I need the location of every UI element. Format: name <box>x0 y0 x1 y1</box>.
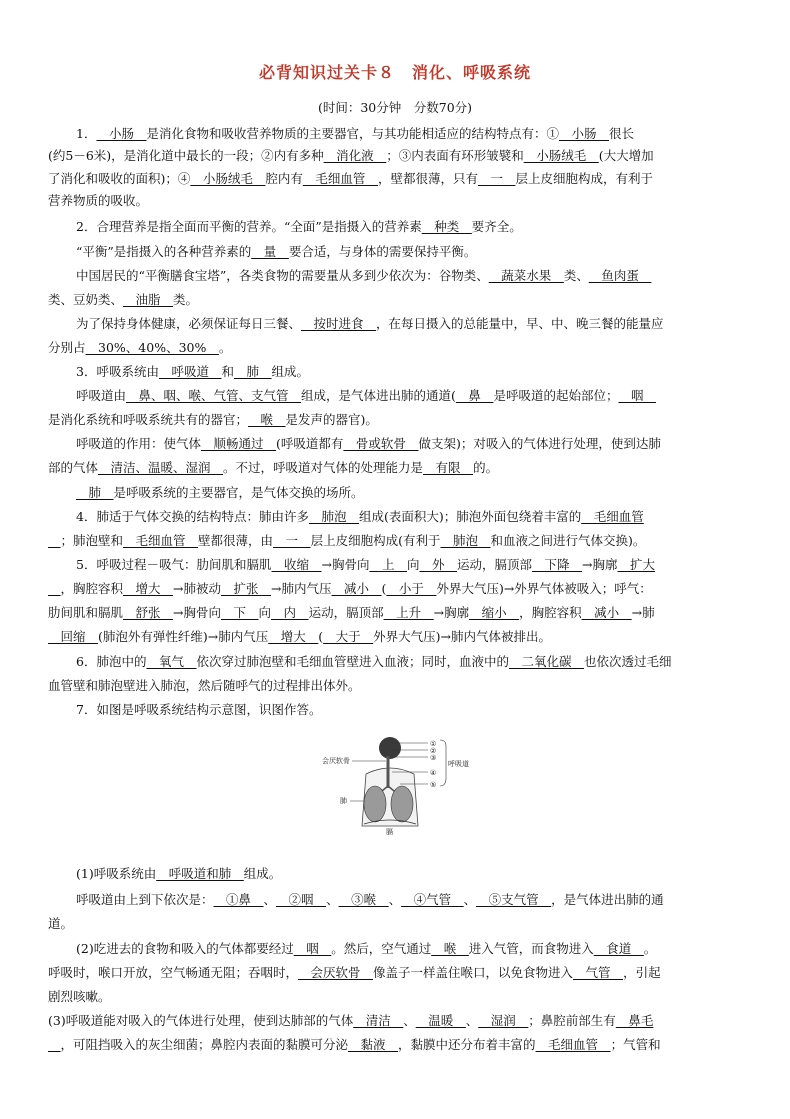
text-segment: 为了保持身体健康，必须保证每日三餐、 <box>76 316 302 331</box>
q5-line-2 <box>48 581 748 597</box>
answer-blank: __ <box>48 533 61 548</box>
answer-blank: __顺畅通过__ <box>201 436 277 451</box>
q7-part-1-order <box>76 892 776 908</box>
answer-blank: __鱼肉蛋__ <box>588 268 652 283</box>
answer-blank: __扩大 <box>617 557 656 572</box>
text-segment: 呼吸道由上到下依次是： <box>76 892 214 907</box>
text-segment: 。不过，呼吸道对气体的处理能力是 <box>223 460 424 475</box>
answer-blank: __清洁__ <box>353 1013 404 1028</box>
answer-blank: __内__ <box>271 605 309 620</box>
answer-blank: __鼻、咽、喉、气管、支气管__ <box>126 388 302 403</box>
q2-line-1 <box>76 219 776 235</box>
label-num-4: ④ <box>430 769 437 777</box>
answer-blank: __30%、40%、30%__ <box>85 340 219 355</box>
q1-line-4: 营养物质的吸收。 <box>48 193 149 208</box>
answer-blank: __ <box>48 1037 61 1052</box>
text-segment: 腔内有 <box>265 171 303 186</box>
q1-line-2 <box>48 148 748 164</box>
answer-blank: __减小__ <box>581 605 632 620</box>
text-segment: 和 <box>221 364 234 379</box>
q6-line-1 <box>76 654 776 670</box>
answer-blank: __呼吸道__ <box>158 364 222 379</box>
answer-blank: __上升__ <box>383 605 434 620</box>
text-segment: 。 <box>643 941 657 956</box>
q7-part-3 <box>48 1013 748 1029</box>
text-segment: 呼吸道的作用：使气体 <box>76 436 202 451</box>
answer-blank: __肺泡__ <box>308 509 359 524</box>
text-segment: 6．肺泡中的 <box>76 654 147 669</box>
text-segment: 向 <box>406 557 420 572</box>
text-segment: ，可阻挡吸入的灰尘细菌；鼻腔内表面的黏膜可分泌 <box>60 1037 349 1052</box>
answer-blank: __蔬菜水果__ <box>488 268 564 283</box>
answer-blank: __咽__ <box>293 941 332 956</box>
text-segment: 类、 <box>563 268 589 283</box>
text-segment: 肋间肌和膈肌 <box>48 605 124 620</box>
answer-blank: __缩小__ <box>469 605 520 620</box>
text-segment: 外界大气压)→肺内气体被排出。 <box>373 629 552 644</box>
text-segment: (肺泡外有弹性纤维)→肺内气压 <box>98 629 269 644</box>
text-segment: 依次穿过肺泡壁和毛细血管壁进入血液；同时，血液中的 <box>196 654 509 669</box>
text-segment: (呼吸道都有 <box>276 436 344 451</box>
q7-part-2-end: 剧烈咳嗽。 <box>48 989 111 1004</box>
answer-blank: __小肠绒毛__ <box>523 148 599 163</box>
q5-line-4 <box>48 629 748 645</box>
text-segment: 、 <box>388 892 402 907</box>
left-lung-shape <box>364 786 386 822</box>
text-segment: 中国居民的“平衡膳食宝塔”，各类食物的需要量从多到少依次为：谷物类、 <box>76 268 489 283</box>
text-segment: 。然后，空气通过 <box>331 941 432 956</box>
text-segment: →肺 <box>631 605 655 620</box>
text-segment: 运动，膈顶部 <box>308 605 384 620</box>
text-segment: 类、豆奶类、 <box>48 292 124 307</box>
answer-blank: __有限__ <box>423 460 474 475</box>
label-epiglottis: 会厌软骨 <box>322 757 350 765</box>
text-segment: 是消化系统和呼吸系统共有的器官； <box>48 412 249 427</box>
answer-blank: __ <box>48 581 61 596</box>
answer-blank: __毛细血管__ <box>123 533 199 548</box>
answer-blank: __下降__ <box>532 557 583 572</box>
q2-line-2 <box>76 244 776 260</box>
text-segment: (2)吃进去的食物和吸入的气体都要经过 <box>76 941 294 956</box>
text-segment: 要齐全。 <box>471 219 522 234</box>
answer-blank: __鼻毛 <box>615 1013 654 1028</box>
answer-blank: __鼻__ <box>455 388 494 403</box>
text-segment: 部的气体 <box>48 460 99 475</box>
answer-blank: __③喉__ <box>338 892 389 907</box>
text-segment: 层上皮细胞构成，有利于 <box>515 171 653 186</box>
text-segment: 类。 <box>173 292 199 307</box>
respiratory-system-diagram <box>320 726 470 836</box>
q7-part-1 <box>76 866 776 882</box>
text-segment: 组成。 <box>271 364 310 379</box>
answer-blank: __毛细血管__ <box>535 1037 611 1052</box>
text-segment: ，黏膜中还分布着丰富的 <box>398 1037 536 1052</box>
text-segment: ；鼻腔前部生有 <box>528 1013 616 1028</box>
answer-blank: __上__ <box>369 557 407 572</box>
text-segment: ，壁都很薄，只有 <box>377 171 478 186</box>
answer-blank: __回缩__ <box>48 629 99 644</box>
answer-blank: __肺泡__ <box>440 533 491 548</box>
text-segment: 。 <box>218 340 232 355</box>
page-subtitle: (时间：30分钟 分数70分) <box>317 100 473 115</box>
q6-line-2: 血管壁和肺泡壁进入肺泡，然后随呼气的过程排出体外。 <box>48 678 361 693</box>
answer-blank: __种类__ <box>421 219 472 234</box>
q7-part-2 <box>76 941 776 957</box>
text-segment: 壁都很薄，由 <box>198 533 274 548</box>
text-segment: ( <box>318 629 324 644</box>
answer-blank: __下__ <box>221 605 259 620</box>
text-segment: 是消化食物和吸收营养物质的主要器官，与其功能相适应的结构特点有：① <box>146 126 559 141</box>
answer-blank: __二氧化碳__ <box>508 654 584 669</box>
answer-blank: __按时进食__ <box>301 316 377 331</box>
answer-blank: __一__ <box>273 533 311 548</box>
text-segment: (1)呼吸系统由 <box>76 866 157 881</box>
answer-blank: __消化液__ <box>323 148 387 163</box>
text-segment: →胸廓 <box>582 557 618 572</box>
text-segment: 是呼吸系统的主要器官，是气体交换的场所。 <box>113 485 364 500</box>
label-num-3: ③ <box>430 754 437 762</box>
q1-line-3 <box>48 171 748 187</box>
q3-line-6 <box>76 485 776 501</box>
q1-line-1 <box>76 126 776 142</box>
label-diaphragm: 膈 <box>386 828 393 836</box>
answer-blank: __④气管__ <box>401 892 464 907</box>
text-segment: 、 <box>326 892 339 907</box>
text-segment: 组成。 <box>243 866 282 881</box>
text-segment: 分别占 <box>48 340 86 355</box>
answer-blank: __温暖__ <box>415 1013 466 1028</box>
right-lung-shape <box>391 786 413 822</box>
text-segment: (约5－6米)，是消化道中最长的一段；②内有多种 <box>48 148 324 163</box>
answer-blank: __氧气__ <box>146 654 197 669</box>
text-segment: 呼吸道由 <box>76 388 127 403</box>
answer-blank: __气管__ <box>573 965 624 980</box>
answer-blank: __喉__ <box>248 412 286 427</box>
text-segment: ( <box>381 581 387 596</box>
q7-prompt: 7．如图是呼吸系统结构示意图，识图作答。 <box>76 702 322 717</box>
q7-part-1-end: 道。 <box>48 916 74 931</box>
q7-part-3-b <box>48 1037 748 1053</box>
answer-blank: __毛细血管__ <box>302 171 378 186</box>
q5-line-1 <box>76 557 776 573</box>
text-segment: 层上皮细胞构成(有利于 <box>310 533 441 548</box>
answer-blank: __⑤支气管__ <box>476 892 552 907</box>
answer-blank: __扩张__ <box>221 581 272 596</box>
q2-line-6 <box>48 340 748 356</box>
answer-blank: __外__ <box>419 557 458 572</box>
text-segment: →胸骨向 <box>173 605 222 620</box>
answer-blank: __咽__ <box>618 388 656 403</box>
answer-blank: __呼吸道和肺__ <box>156 866 244 881</box>
text-segment: 做支架)；对吸入的气体进行处理，使到达肺 <box>418 436 661 451</box>
answer-blank: __小肠__ <box>558 126 609 141</box>
answer-blank: __减小__ <box>331 581 382 596</box>
q7-part-2-b <box>48 965 748 981</box>
answer-blank: __喉__ <box>431 941 469 956</box>
answer-blank: __湿润__ <box>478 1013 529 1028</box>
text-segment: “平衡”是指摄入的各种营养素的 <box>76 244 252 259</box>
answer-blank: __增大__ <box>123 581 174 596</box>
text-segment: 了消化和吸收的面积)；④ <box>48 171 191 186</box>
q3-line-5 <box>48 460 748 476</box>
label-num-1: ① <box>430 740 437 748</box>
label-num-5: ⑤ <box>430 781 437 789</box>
page-title: 必背知识过关卡８ 消化、呼吸系统 <box>258 63 531 82</box>
answer-blank: __会厌软骨__ <box>298 965 374 980</box>
answer-blank: __清洁、温暖、湿润__ <box>98 460 224 475</box>
q3-line-3 <box>48 412 748 428</box>
answer-blank: __量__ <box>251 244 289 259</box>
text-segment: (3)呼吸道能对吸入的气体进行处理，使到达肺部的气体 <box>48 1013 354 1028</box>
q3-line-4 <box>76 436 776 452</box>
head-shape <box>379 737 401 759</box>
q4-line-1 <box>76 509 776 525</box>
q5-line-3 <box>48 605 748 621</box>
q3-line-1 <box>76 364 776 380</box>
answer-blank: __骨或软骨__ <box>343 436 419 451</box>
text-segment: 和血液之间进行气体交换)。 <box>490 533 646 548</box>
text-segment: ，在每日摄入的总能量中，早、中、晚三餐的能量应 <box>376 316 664 331</box>
text-segment: 组成(表面积大)；肺泡外面包绕着丰富的 <box>358 509 582 524</box>
text-segment: 像盖子一样盖住喉口，以免食物进入 <box>373 965 574 980</box>
text-segment: 进入气管，而食物进入 <box>468 941 594 956</box>
answer-blank: __肺__ <box>76 485 114 500</box>
text-segment: 3．呼吸系统由 <box>76 364 159 379</box>
answer-blank: __食道__ <box>593 941 644 956</box>
text-segment: 5．呼吸过程－吸气：肋间肌和膈肌 <box>76 557 272 572</box>
q2-line-4 <box>48 292 748 308</box>
text-segment: 2．合理营养是指全面而平衡的营养。“全面”是指摄入的营养素 <box>76 219 422 234</box>
text-segment: 要合适，与身体的需要保持平衡。 <box>288 244 477 259</box>
text-segment: 4．肺适于气体交换的结构特点：肺由许多 <box>76 509 309 524</box>
answer-blank: __增大__ <box>268 629 319 644</box>
answer-blank: __小肠绒毛__ <box>190 171 266 186</box>
text-segment: ；③内表面有环形皱襞和 <box>386 148 524 163</box>
label-lung: 肺 <box>340 797 347 805</box>
q4-line-2 <box>48 533 748 549</box>
text-segment: 向 <box>258 605 272 620</box>
answer-blank: __收缩__ <box>271 557 322 572</box>
text-segment: 也依次透过毛细 <box>584 654 672 669</box>
answer-blank: __舒张__ <box>123 605 174 620</box>
q3-line-2 <box>76 388 776 404</box>
text-segment: 外界大气压)→外界气体被吸入；呼气： <box>436 581 652 596</box>
text-segment: ，引起 <box>623 965 661 980</box>
text-segment: (大大增加 <box>598 148 654 163</box>
answer-blank: __肺__ <box>234 364 272 379</box>
label-num-2: ② <box>430 747 437 755</box>
text-segment: 、 <box>465 1013 479 1028</box>
text-segment: ；气管和 <box>610 1037 661 1052</box>
answer-blank: __黏液__ <box>348 1037 399 1052</box>
answer-blank: __小肠__ <box>96 126 147 141</box>
text-segment: 1． <box>76 126 97 141</box>
text-segment: 很长 <box>609 126 635 141</box>
answer-blank: __一__ <box>477 171 516 186</box>
text-segment: 呼吸时，喉口开放，空气畅通无阻；吞咽时， <box>48 965 299 980</box>
answer-blank: __小于__ <box>386 581 437 596</box>
text-segment: 组成，是气体进出肺的通道( <box>301 388 456 403</box>
text-segment: →肺被动 <box>173 581 222 596</box>
text-segment: ，是气体进出肺的通 <box>551 892 664 907</box>
text-segment: 是呼吸道的起始部位； <box>493 388 619 403</box>
text-segment: →胸骨向 <box>321 557 370 572</box>
text-segment: 是发声的器官)。 <box>285 412 378 427</box>
text-segment: →胸廓 <box>433 605 470 620</box>
text-segment: ；肺泡壁和 <box>60 533 124 548</box>
label-respiratory-tract: 呼吸道 <box>448 760 469 768</box>
text-segment: ，胸腔容积 <box>519 605 582 620</box>
text-segment: 、 <box>403 1013 416 1028</box>
text-segment: →肺内气压 <box>271 581 332 596</box>
answer-blank: __①鼻__ <box>213 892 264 907</box>
answer-blank: __油脂__ <box>123 292 174 307</box>
text-segment: 、 <box>463 892 477 907</box>
text-segment: ，胸腔容积 <box>60 581 124 596</box>
text-segment: 、 <box>263 892 277 907</box>
q2-line-5 <box>76 316 776 332</box>
answer-blank: __毛细血管 <box>581 509 644 524</box>
text-segment: 的。 <box>473 460 499 475</box>
answer-blank: __大于__ <box>323 629 374 644</box>
q2-line-3 <box>76 268 776 284</box>
answer-blank: __②咽__ <box>276 892 327 907</box>
text-segment: 运动，膈顶部 <box>457 557 533 572</box>
